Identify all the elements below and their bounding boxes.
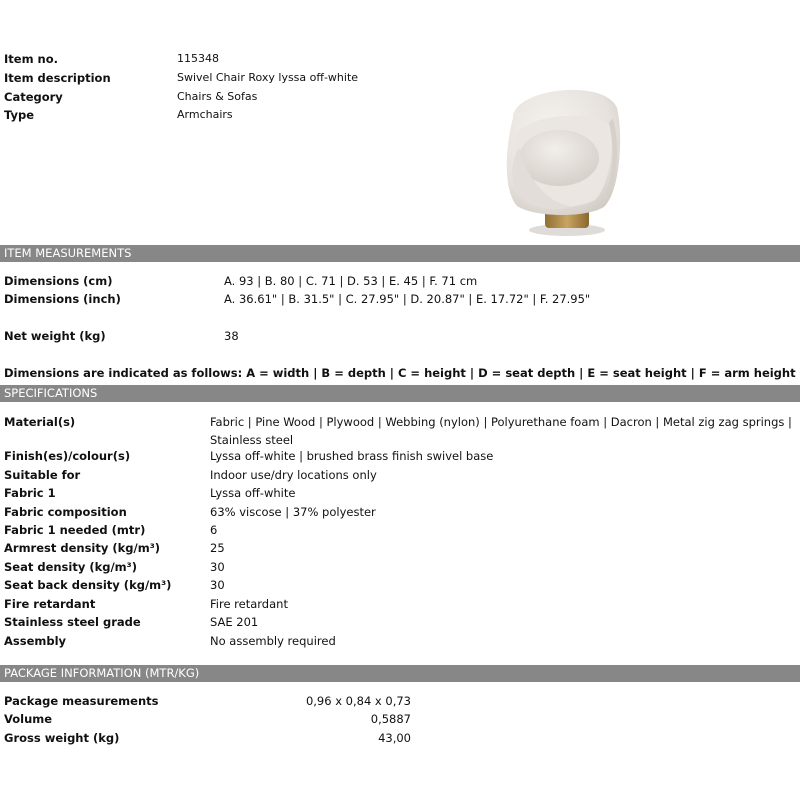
spec-label: Seat back density (kg/m³)	[4, 578, 172, 592]
item-description-label: Item description	[4, 71, 111, 85]
item-no-value: 115348	[177, 52, 219, 65]
type-label: Type	[4, 108, 35, 122]
specifications-title: SPECIFICATIONS	[4, 386, 98, 400]
spec-value: Indoor use/dry locations only	[210, 468, 377, 482]
net-weight-label: Net weight (kg)	[4, 329, 106, 343]
spec-label: Material(s)	[4, 415, 76, 429]
package-value: 0,96 x 0,84 x 0,73	[305, 694, 411, 708]
spec-label: Armrest density (kg/m³)	[4, 541, 160, 555]
package-value: 0,5887	[370, 712, 411, 726]
spec-value: 63% viscose | 37% polyester	[210, 505, 376, 519]
spec-label: Suitable for	[4, 468, 81, 482]
dimensions-cm-value: A. 93 | B. 80 | C. 71 | D. 53 | E. 45 | F. 71 cm	[224, 274, 478, 288]
spec-value: 25	[210, 541, 225, 555]
spec-value: Lyssa off-white	[210, 486, 296, 500]
type-value: Armchairs	[177, 108, 233, 121]
spec-value: No assembly required	[210, 634, 336, 648]
dimensions-cm-label: Dimensions (cm)	[4, 274, 113, 288]
spec-value: Fire retardant	[210, 597, 288, 611]
dimensions-legend-note: Dimensions are indicated as follows: A = width | B = depth | C = height | D = seat depth | E = seat height | F = arm height	[4, 366, 796, 380]
package-label: Package measurements	[4, 694, 159, 708]
spec-label: Fabric composition	[4, 505, 127, 519]
dimensions-inch-value: A. 36.61" | B. 31.5" | C. 27.95" | D. 20.87" | E. 17.72" | F. 27.95"	[224, 292, 591, 306]
package-label: Volume	[4, 712, 53, 726]
spec-label: Fire retardant	[4, 597, 96, 611]
spec-label: Assembly	[4, 634, 67, 648]
spec-label: Seat density (kg/m³)	[4, 560, 137, 574]
spec-label: Fabric 1 needed (mtr)	[4, 523, 146, 537]
spec-label: Stainless steel grade	[4, 615, 141, 629]
category-value: Chairs & Sofas	[177, 90, 258, 103]
package-label: Gross weight (kg)	[4, 731, 120, 745]
dimensions-inch-label: Dimensions (inch)	[4, 292, 121, 306]
spec-label: Finish(es)/colour(s)	[4, 449, 131, 463]
package-information-header	[0, 665, 800, 682]
package-value: 43,00	[378, 731, 411, 745]
category-label: Category	[4, 90, 63, 104]
spec-value: Fabric | Pine Wood | Plywood | Webbing (nylon) | Polyurethane foam | Dacron | Metal zig zag springs |	[210, 415, 792, 429]
spec-value: Lyssa off-white | brushed brass finish swivel base	[210, 449, 494, 463]
spec-value-continued: Stainless steel	[210, 433, 294, 447]
spec-label: Fabric 1	[4, 486, 56, 500]
specifications-header	[0, 385, 800, 402]
spec-value: 30	[210, 560, 225, 574]
item-description-value: Swivel Chair Roxy lyssa off-white	[177, 71, 359, 84]
spec-value: 30	[210, 578, 225, 592]
spec-value: 6	[210, 523, 218, 537]
package-information-title: PACKAGE INFORMATION (MTR/KG)	[4, 666, 200, 680]
net-weight-value: 38	[224, 329, 239, 343]
item-measurements-title: ITEM MEASUREMENTS	[4, 246, 132, 260]
item-measurements-header	[0, 245, 800, 262]
item-no-label: Item no.	[4, 52, 59, 66]
spec-value: SAE 201	[210, 615, 259, 629]
swivel-chair-image	[495, 78, 625, 238]
